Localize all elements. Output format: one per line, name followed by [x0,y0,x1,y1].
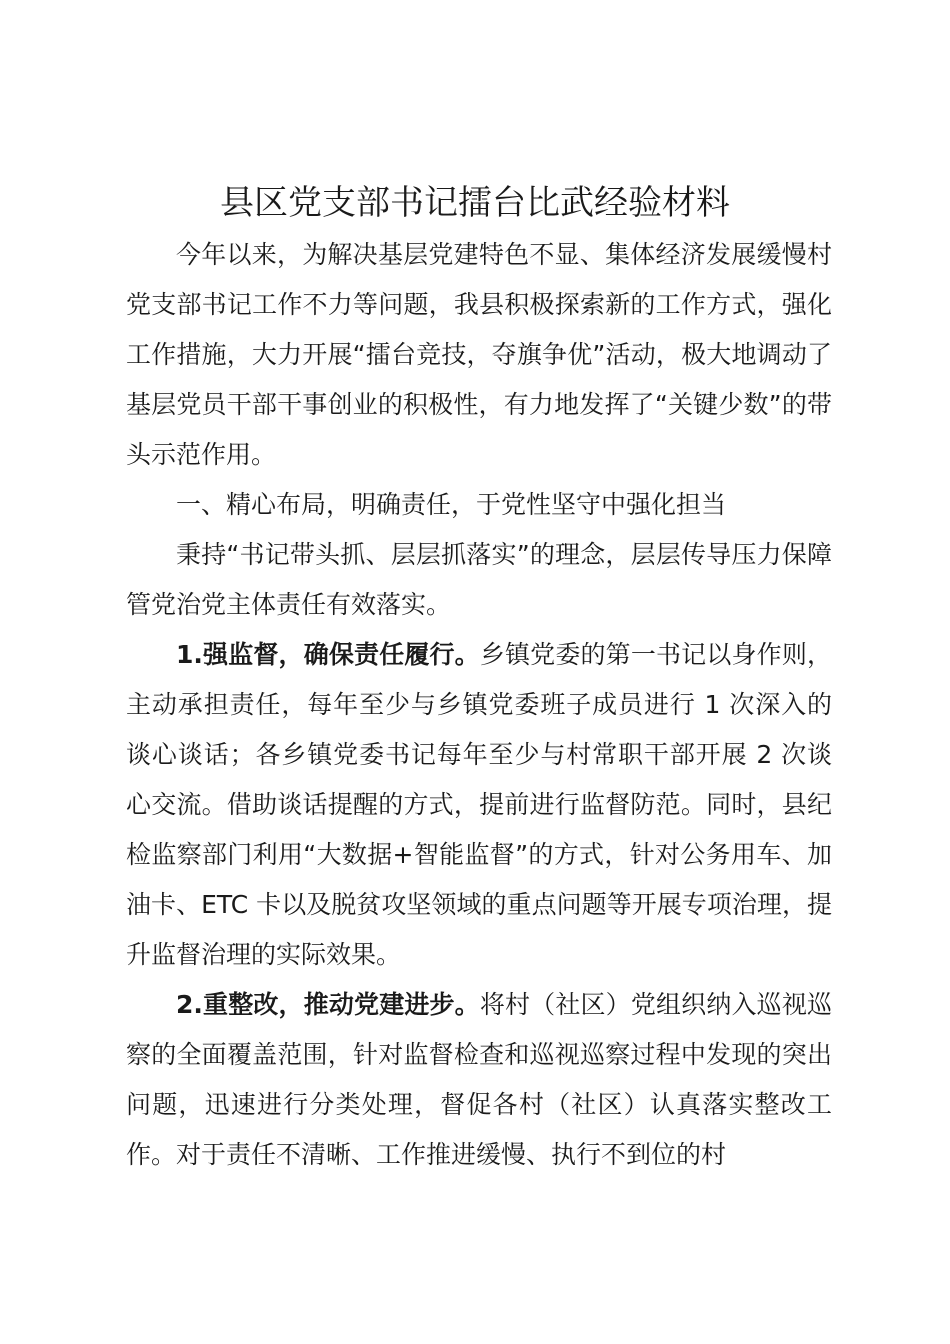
document-title: 县区党支部书记擂台比武经验材料 [220,183,730,223]
item-lead-2: 2.重整改，推动党建进步。 [176,990,480,1019]
item-text-1: 乡镇党委的第一书记以身作则，主动承担责任，每年至少与乡镇党委班子成员进行 1 次深入的谈心谈话；各乡镇党委书记每年至少与村常职干部开展 2 次谈心交流。借助谈话提醒的方式，提前进行监督防范。同时，县纪检监察部门利用“大数据+智能监督”的方式，针对公务用车、加油卡、ETC 卡以及脱贫攻坚领域的重点问题等开展专项治理，提升监督治理的实际效果。 [126,640,832,969]
section-intro-paragraph: 秉持“书记带头抓、层层抓落实”的理念，层层传导压力保障管党治党主体责任有效落实。 [126,540,832,619]
item-paragraph-1 [126,630,832,980]
item-text-2: 将村（社区）党组织纳入巡视巡察的全面覆盖范围，针对监督检查和巡视巡察过程中发现的突出问题，迅速进行分类处理，督促各村（社区）认真落实整改工作。对于责任不清晰、工作推进缓慢、执行不到位的村 [126,990,832,1169]
intro-paragraph: 今年以来，为解决基层党建特色不显、集体经济发展缓慢村党支部书记工作不力等问题，我县积极探索新的工作方式，强化工作措施，大力开展“擂台竞技，夺旗争优”活动，极大地调动了基层党员干部干事创业的积极性，有力地发挥了“关键少数”的带头示范作用。 [126,240,832,469]
item-lead-1: 1.强监督，确保责任履行。 [176,640,480,669]
item-paragraph-2 [126,980,832,1180]
document-body [126,230,832,1180]
section-heading: 一、精心布局，明确责任，于党性坚守中强化担当 [176,490,727,519]
